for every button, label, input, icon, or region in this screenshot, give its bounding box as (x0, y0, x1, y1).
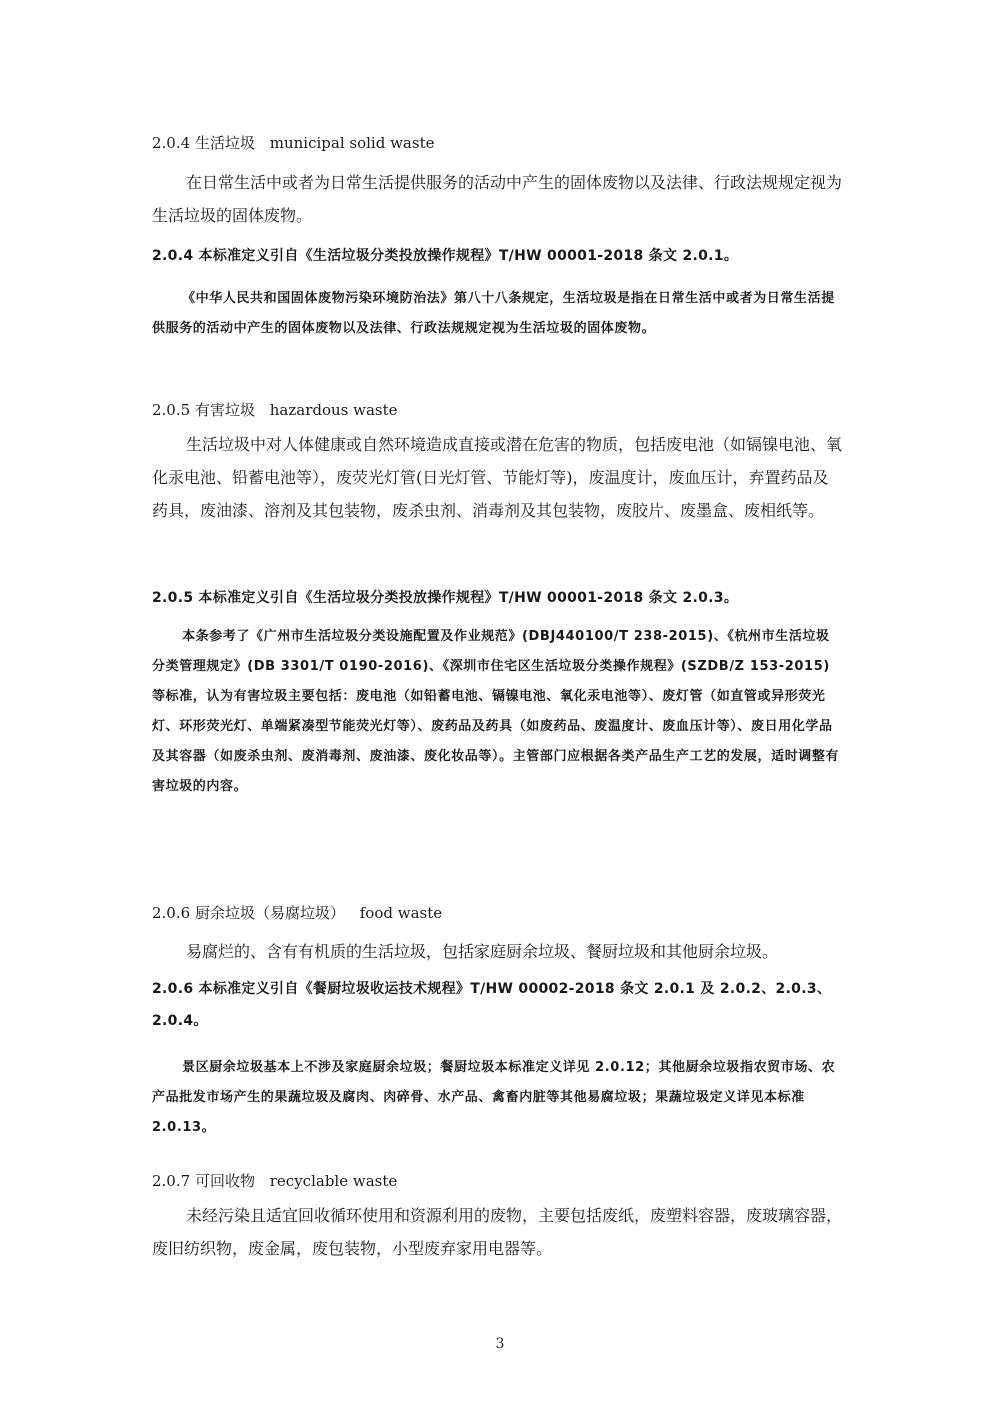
explanation-note: 《中华人民共和国固体废物污染环境防治法》第八十八条规定，生活垃圾是指在日常生活中或者为日常生活提供服务的活动中产生的固体废物以及法律、行政法规规定视为生活垃圾的固体废物。 (152, 291, 835, 336)
term-number: 2.0.6 (152, 904, 191, 922)
definition-source: 2.0.6 本标准定义引自《餐厨垃圾收运技术规程》T/HW 00002-2018 条文 2.0.1 及 2.0.2、2.0.3、2.0.4。 (152, 981, 832, 1029)
term-english: food waste (359, 904, 443, 922)
term-english: recyclable waste (269, 1172, 398, 1190)
term-definition: 在日常生活中或者为日常生活提供服务的活动中产生的固体废物以及法律、行政法规规定视为生活垃圾的固体废物。 (152, 173, 843, 225)
term-heading (152, 397, 852, 423)
term-heading (152, 130, 852, 156)
definition-source: 2.0.4 本标准定义引自《生活垃圾分类投放操作规程》T/HW 00001-2018 条文 2.0.1。 (152, 248, 739, 264)
term-english: hazardous waste (269, 401, 398, 419)
term-definition: 未经污染且适宜回收循环使用和资源利用的废物，主要包括废纸，废塑料容器，废玻璃容器，废旧纺织物，废金属，废包装物，小型废弃家用电器等。 (152, 1206, 843, 1258)
term-chinese: 生活垃圾 (194, 134, 255, 152)
term-number: 2.0.7 (152, 1172, 191, 1190)
term-heading (152, 900, 852, 926)
explanation-note: 本条参考了《广州市生活垃圾分类设施配置及作业规范》(DBJ440100/T 238-2015)、《杭州市生活垃圾分类管理规定》(DB 3301/T 0190-2016)、《深圳市住宅区生活垃圾分类操作规程》(SZDB/Z 153-2015) 等标准，认为有害垃圾主要包括：废电池（如铅蓄电池、镉镍电池、氧化汞电池等）、废灯管（如直管或异形荧光灯、环形荧光灯、单端紧凑型节能荧光灯等）、废药品及药具（如废药品、废温度计、废血压计等）、废日用化学品及其容器（如废杀虫剂、废消毒剂、废油漆、废化妆品等）。主管部门应根据各类产品生产工艺的发展，适时调整有害垃圾的内容。 (152, 629, 840, 794)
term-chinese: 厨余垃圾（易腐垃圾） (194, 904, 345, 922)
term-number: 2.0.4 (152, 134, 191, 152)
term-number: 2.0.5 (152, 401, 191, 419)
definition-source: 2.0.5 本标准定义引自《生活垃圾分类投放操作规程》T/HW 00001-2018 条文 2.0.3。 (152, 590, 739, 606)
term-chinese: 有害垃圾 (194, 401, 255, 419)
term-definition: 易腐烂的、含有有机质的生活垃圾，包括家庭厨余垃圾、餐厨垃圾和其他厨余垃圾。 (186, 942, 779, 961)
explanation-note: 景区厨余垃圾基本上不涉及家庭厨余垃圾；餐厨垃圾本标准定义详见 2.0.12；其他厨余垃圾指农贸市场、农产品批发市场产生的果蔬垃圾及腐肉、肉碎骨、水产品、禽畜内脏等其他易腐垃圾；果蔬垃圾定义详见本标准 2.0.13。 (152, 1060, 836, 1135)
term-chinese: 可回收物 (194, 1172, 255, 1190)
page-number: 3 (495, 1336, 505, 1352)
term-english: municipal solid waste (269, 134, 435, 152)
term-definition: 生活垃圾中对人体健康或自然环境造成直接或潜在危害的物质，包括废电池（如镉镍电池、氧化汞电池、铅蓄电池等），废荧光灯管(日光灯管、节能灯等)，废温度计，废血压计，弃置药品及药具，废油漆、溶剂及其包装物，废杀虫剂、消毒剂及其包装物，废胶片、废墨盒、废相纸等。 (152, 435, 843, 520)
term-heading (152, 1168, 852, 1194)
